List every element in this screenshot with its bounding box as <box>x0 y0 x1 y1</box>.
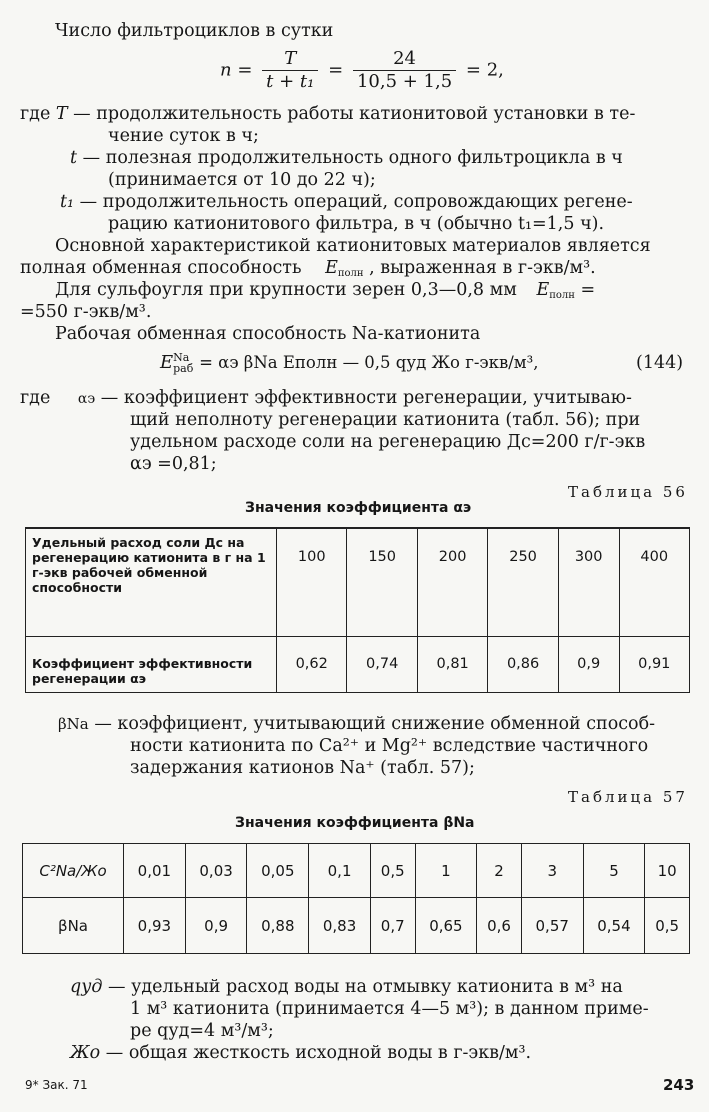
table-cell: 250 <box>488 528 558 636</box>
eq-symbol: n <box>220 59 232 81</box>
text-line: =550 г-экв/м³. <box>20 302 152 322</box>
table-title: Значения коэффициента αэ <box>245 500 472 516</box>
equation-rhs: = αэ βNa Eполн — 0,5 qуд Жо г-экв/м³, <box>199 353 539 372</box>
text-span: полная обменная способность <box>20 258 302 278</box>
text-line: щий неполноту регенерации катионита (табл. 56); при <box>130 410 641 430</box>
text-line <box>58 713 655 735</box>
fraction <box>353 48 456 93</box>
table-cell: 0,7 <box>370 898 415 954</box>
text-span: — общая жесткость исходной воды в г-экв/м³. <box>105 1043 532 1063</box>
subscript: раб <box>173 362 194 375</box>
table-cell: 0,9 <box>185 898 247 954</box>
fraction <box>262 48 318 93</box>
table-cell: 10 <box>645 844 690 898</box>
word: где <box>20 388 51 408</box>
table-cell: 2 <box>477 844 522 898</box>
symbol: T <box>55 104 68 124</box>
page-number: 243 <box>663 1076 695 1094</box>
text-span: — коэффициент, учитывающий снижение обменной способ- <box>94 714 656 734</box>
subscript: полн <box>337 268 364 279</box>
table-57 <box>22 843 690 954</box>
row-label: Коэффициент эффективности регенерации αэ <box>26 636 277 692</box>
symbol: qуд <box>70 977 103 997</box>
table-cell: 0,03 <box>185 844 247 898</box>
text-line <box>70 1042 531 1064</box>
table-cell: 0,86 <box>488 636 558 692</box>
table-cell: 0,91 <box>619 636 689 692</box>
table-title: Значения коэффициента βNa <box>235 815 475 831</box>
row-label: Удельный расход соли Дс на регенерацию катионита в г на 1 г-экв рабочей обменной способности <box>26 528 277 636</box>
eq-result: = 2, <box>465 59 504 81</box>
eq-sign: = <box>328 59 344 81</box>
text-line: задержания катионов Na⁺ (табл. 57); <box>130 758 475 778</box>
table-cell: 0,6 <box>477 898 522 954</box>
table-cell: 0,9 <box>558 636 619 692</box>
text-line: удельном расходе соли на регенерацию Дс=200 г/г-экв <box>130 432 646 452</box>
table-cell: 100 <box>277 528 347 636</box>
text-span: = <box>580 280 596 300</box>
table-row <box>23 898 690 954</box>
text-line: 1 м³ катионита (принимается 4—5 м³); в данном приме- <box>130 999 649 1019</box>
text-span: , выраженная в г-экв/м³. <box>369 258 596 278</box>
text-span: Для сульфоугля при крупности зерен 0,3—0,8 мм <box>55 280 517 300</box>
equation-number: (144) <box>636 353 684 373</box>
table-row <box>26 636 690 692</box>
table-row <box>23 844 690 898</box>
table-56 <box>25 527 690 693</box>
eq-sign: = <box>237 59 253 81</box>
row-label: βNa <box>23 898 124 954</box>
table-cell: 0,01 <box>124 844 186 898</box>
denominator <box>262 71 318 93</box>
table-cell: 0,88 <box>247 898 309 954</box>
table-cell: 0,57 <box>521 898 583 954</box>
symbol: t <box>70 148 78 168</box>
text-line: αэ =0,81; <box>130 454 217 474</box>
text-line: Число фильтроциклов в сутки <box>55 21 334 41</box>
numerator: 24 <box>353 48 456 71</box>
table-cell: 0,62 <box>277 636 347 692</box>
text-span: — удельный расход воды на отмывку катионита в м³ на <box>108 977 623 997</box>
symbol: E <box>536 280 550 300</box>
footer-signature: 9* Зак. 71 <box>25 1078 88 1092</box>
table-cell: 0,1 <box>309 844 371 898</box>
text-line: Основной характеристикой катионитовых материалов является <box>55 236 651 256</box>
table-cell: 0,83 <box>309 898 371 954</box>
equation-cycles <box>220 48 504 93</box>
table-cell: 400 <box>619 528 689 636</box>
table-cell: 0,05 <box>247 844 309 898</box>
table-caption: Таблица 56 <box>568 483 688 501</box>
table-cell: 0,74 <box>347 636 417 692</box>
text-line <box>70 976 623 998</box>
table-cell: 0,5 <box>370 844 415 898</box>
denominator: 10,5 + 1,5 <box>356 71 453 92</box>
text-line: (принимается от 10 до 22 ч); <box>108 170 376 190</box>
numerator <box>262 48 318 71</box>
text-span: — продолжительность операций, сопровождающих регене- <box>79 192 633 212</box>
text-line <box>20 103 635 125</box>
symbol: βNa <box>58 715 89 733</box>
text-line: чение суток в ч; <box>108 126 259 146</box>
text-line: рацию катионитового фильтра, в ч (обычно t₁=1,5 ч). <box>108 214 605 234</box>
table-cell: 150 <box>347 528 417 636</box>
table-row <box>26 528 690 636</box>
table-cell: 0,65 <box>415 898 477 954</box>
table-cell: 1 <box>415 844 477 898</box>
table-cell: 200 <box>417 528 487 636</box>
text-line: ре qуд=4 м³/м³; <box>130 1021 274 1041</box>
table-cell: 0,93 <box>124 898 186 954</box>
superscript: Na <box>173 351 190 364</box>
equation-144 <box>160 352 539 374</box>
text-line: Рабочая обменная способность Na-катионита <box>55 324 481 344</box>
text-span: — коэффициент эффективности регенерации, учитываю- <box>100 388 632 408</box>
symbol: E <box>160 352 174 373</box>
table-caption: Таблица 57 <box>568 788 688 806</box>
eq-term: t + t₁ <box>266 71 315 92</box>
subscript: полн <box>549 290 575 301</box>
table-cell: 0,54 <box>583 898 645 954</box>
text-line <box>20 387 632 410</box>
table-cell: 3 <box>521 844 583 898</box>
table-cell: 0,81 <box>417 636 487 692</box>
row-label: C²Na/Жо <box>23 844 124 898</box>
symbol: αэ <box>77 391 96 407</box>
eq-term: T <box>284 48 297 69</box>
text-span: — продолжительность работы катионитовой установки в те- <box>73 104 636 124</box>
text-line <box>60 191 633 213</box>
text-line <box>70 147 623 169</box>
table-cell: 5 <box>583 844 645 898</box>
table-cell: 0,5 <box>645 898 690 954</box>
symbol: E <box>325 258 338 278</box>
text-line: ности катионита по Ca²⁺ и Mg²⁺ вследствие частичного <box>130 736 649 756</box>
text-span: — полезная продолжительность одного фильтроцикла в ч <box>82 148 623 168</box>
symbol: Жо <box>70 1043 101 1063</box>
table-cell: 300 <box>558 528 619 636</box>
word: где <box>20 104 51 124</box>
symbol: t₁ <box>60 192 75 212</box>
